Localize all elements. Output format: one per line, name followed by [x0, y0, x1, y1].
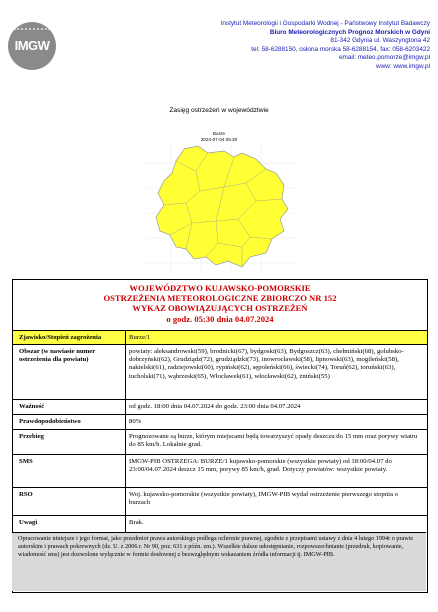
- validity-value: od godz. 18:00 dnia 04.07.2024 do godz. 23:00 dnia 04.07.2024: [129, 403, 301, 410]
- row-course: [13, 429, 427, 454]
- imgw-logo: [8, 22, 56, 70]
- warning-title: [13, 280, 427, 333]
- row-phenomenon: [13, 330, 427, 344]
- map-caption: Zasięg ostrzeżeń w województwie: [169, 107, 269, 114]
- map-region: Burze: [212, 131, 225, 136]
- logo-decoration: [14, 28, 50, 38]
- institute-address: 81-342 Gdynia ul. Waszyngtona 42: [330, 37, 430, 45]
- voivodeship-title: WOJEWÓDZTWO KUJAWSKO-POMORSKIE: [129, 283, 311, 293]
- area-label: Obszar (w nawiasie numer ostrzeżenia dla powiatu): [19, 348, 96, 364]
- institute-phone: tel: 58-6288150, osłona morska 58-6288154, fax: 058-6203422: [251, 45, 430, 53]
- legal-footer: [12, 532, 426, 591]
- row-rso: [13, 487, 427, 515]
- row-sms: [13, 454, 427, 487]
- phenomenon-label: Zjawisko/Stopień zagrożenia: [19, 334, 102, 341]
- institute-header: [130, 20, 430, 72]
- warning-map: [146, 143, 296, 273]
- probability-value: 80%: [129, 418, 142, 425]
- sms-label: SMS: [19, 458, 33, 465]
- area-value: powiaty: aleksandrowski(59), brodnicki(67), bydgoski(63), Bydgoszcz(63), chełmiński(68), golubsko-dobrzyński(62), Grudziądz(72), grudziądzki(73), inowrocławski(58), lipnowski(63), mogileński(58), nakielski(61), radziejowski(60), rypiński(62), sępoleński(66), świecki(74), Toruń(62), toruński(63), tucholski(71), wąbrzeski(65), Włocławek(61), włocławski(62), żniński(55): [129, 348, 404, 380]
- remarks-value: Brak.: [129, 519, 144, 526]
- institute-website[interactable]: www: www.imgw.pl: [376, 62, 430, 70]
- row-remarks: [13, 515, 427, 532]
- row-probability: [13, 414, 427, 429]
- warning-issue-time: o godz. 05:30 dnia 04.07.2024: [166, 313, 274, 324]
- row-validity: [13, 399, 427, 414]
- warning-list-title: WYKAZ OBOWIĄZUJĄCYCH OSTRZEŻEŃ: [132, 303, 308, 314]
- logo-text: IMGW: [14, 38, 50, 53]
- phenomenon-value: Burze/1: [129, 334, 151, 341]
- rso-label: RSO: [19, 491, 33, 498]
- validity-label: Ważność: [19, 403, 45, 410]
- office-name: Biuro Meteorologicznych Prognoz Morskich w Gdyni: [269, 28, 430, 36]
- row-area: [13, 344, 427, 399]
- institute-name: Instytut Meteorologii i Gospodarki Wodnej - Państwowy Instytut Badawczy: [220, 20, 430, 27]
- remarks-label: Uwagi: [19, 519, 38, 526]
- course-label: Przebieg: [19, 433, 44, 440]
- warning-summary-title: OSTRZEŻENIA METEOROLOGICZNE ZBIORCZO NR 152: [103, 293, 337, 304]
- table-column-divider: [125, 330, 126, 532]
- legal-footer-text: Opracowanie niniejsze i jego format, jako przedmiot prawa autorskiego podlega ochronie prawnej, zgodnie z przepisami ustawy z dnia 4 lutego 1994r o prawie autorskim i prawach pokrewnych (dz. U. z 2006 r. Nr 90, poz. 631 z późn. zm.). Wszelkie dalsze udostępnianie, rozpowszechnianie (przedruk, kopiowanie, wiadomość sms) jest dozwolone wyłącznie w formie dosłownej z bezwzględnym wskazaniem źródła informacji tj. IMGW-PIB.: [18, 535, 414, 558]
- institute-email: email: meteo.pomorze@imgw.pl: [338, 54, 430, 62]
- voivodeship-map-svg: [146, 143, 296, 273]
- sms-value: IMGW-PIB OSTRZEGA: BURZE/1 kujawsko-pomorskie (wszystkie powiaty) od 18:00/04.07 do 23:00/04.07.2024 deszcz 15 mm, porywy 85 km/h, grad. Dotyczy powiatów: wszystkie powiaty.: [129, 458, 392, 474]
- rso-value: Woj. kujawsko-pomorskie (wszystkie powiaty), IMGW-PIB wydał ostrzeżenie pierwszego stopnia o burzach: [129, 491, 398, 507]
- map-region-label: [0, 131, 438, 143]
- map-datetime: 2024-07-04 05:30: [200, 137, 238, 142]
- course-value: Prognozowane są burze, którym miejscami będą towarzyszyć opady deszczu do 15 mm oraz porywy wiatru do 85 km/h. Lokalnie grad.: [129, 433, 418, 449]
- probability-label: Prawdopodobieństwo: [19, 418, 81, 425]
